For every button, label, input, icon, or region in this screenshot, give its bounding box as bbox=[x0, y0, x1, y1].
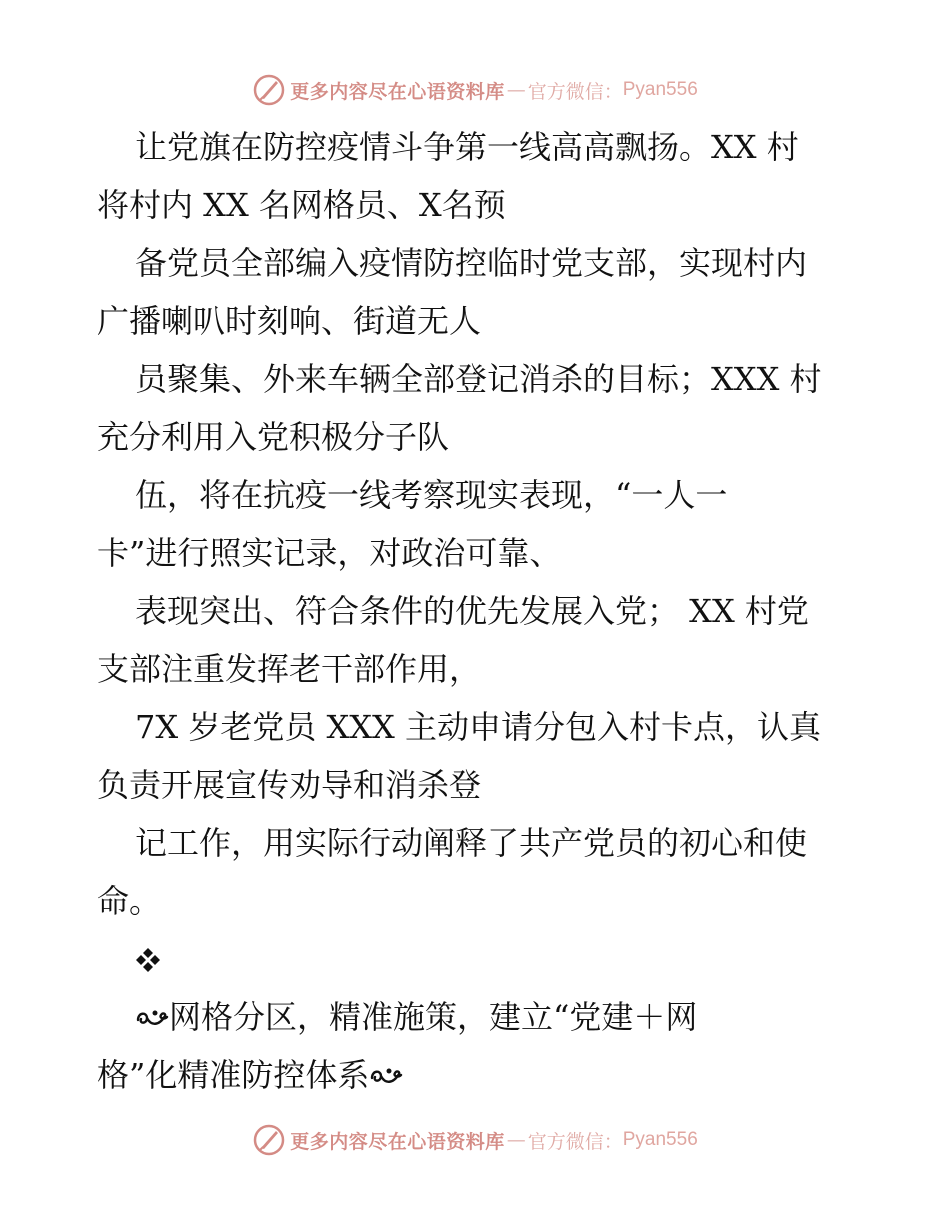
heading-line-2 bbox=[97, 1046, 867, 1104]
watermark-sub-text: 官方微信： bbox=[527, 1130, 623, 1153]
document-body bbox=[97, 118, 867, 1104]
text-line: 广播喇叭时刻响、街道无人 bbox=[97, 302, 482, 340]
text-line: 7X 岁老党员 XXX 主动申请分包入村卡点，认真 bbox=[135, 708, 822, 746]
watermark-separator: — bbox=[506, 79, 526, 101]
watermark-main-text: 更多内容尽在心语资料库 bbox=[290, 1130, 505, 1153]
text-line: 伍，将在抗疫一线考察现实表现，“一人一 bbox=[135, 476, 728, 514]
text-line: 命。 bbox=[97, 882, 162, 920]
text-line: 记工作，用实际行动阐释了共产党员的初心和使 bbox=[135, 824, 808, 862]
text-line: 表现突出、符合条件的优先发展入党； XX 村党 bbox=[135, 592, 809, 630]
watermark-sub-text: 官方微信： bbox=[527, 80, 623, 103]
text-line: 卡”进行照实记录，对政治可靠、 bbox=[97, 534, 562, 572]
floral-swash-icon bbox=[369, 1066, 403, 1086]
quill-logo-icon bbox=[252, 73, 286, 107]
heading-text-2: 格”化精准防控体系 bbox=[97, 1056, 370, 1094]
watermark-top bbox=[0, 70, 950, 110]
text-line: 充分利用入党积极分子队 bbox=[97, 418, 450, 456]
ornament-line bbox=[97, 930, 867, 988]
watermark-separator: — bbox=[506, 1129, 526, 1151]
text-line: 让党旗在防控疫情斗争第一线高高飘扬。XX 村 bbox=[135, 128, 799, 166]
watermark-id: Pyan556 bbox=[622, 79, 698, 100]
text-line: 支部注重发挥老干部作用， bbox=[97, 650, 482, 688]
heading-line-1 bbox=[97, 988, 867, 1046]
quill-logo-icon bbox=[252, 1123, 286, 1157]
watermark-main-text: 更多内容尽在心语资料库 bbox=[290, 80, 505, 103]
four-diamond-ornament-icon bbox=[135, 947, 161, 973]
text-line: 员聚集、外来车辆全部登记消杀的目标；XXX 村 bbox=[135, 360, 822, 398]
watermark-id: Pyan556 bbox=[622, 1129, 698, 1150]
watermark-bottom bbox=[0, 1120, 950, 1160]
text-line: 负责开展宣传劝导和消杀登 bbox=[97, 766, 482, 804]
text-line: 将村内 XX 名网格员、X名预 bbox=[97, 186, 506, 224]
text-line: 备党员全部编入疫情防控临时党支部，实现村内 bbox=[135, 244, 808, 282]
heading-text-1: 网格分区，精准施策，建立“党建＋网 bbox=[169, 998, 698, 1036]
floral-swash-icon bbox=[135, 1008, 169, 1028]
